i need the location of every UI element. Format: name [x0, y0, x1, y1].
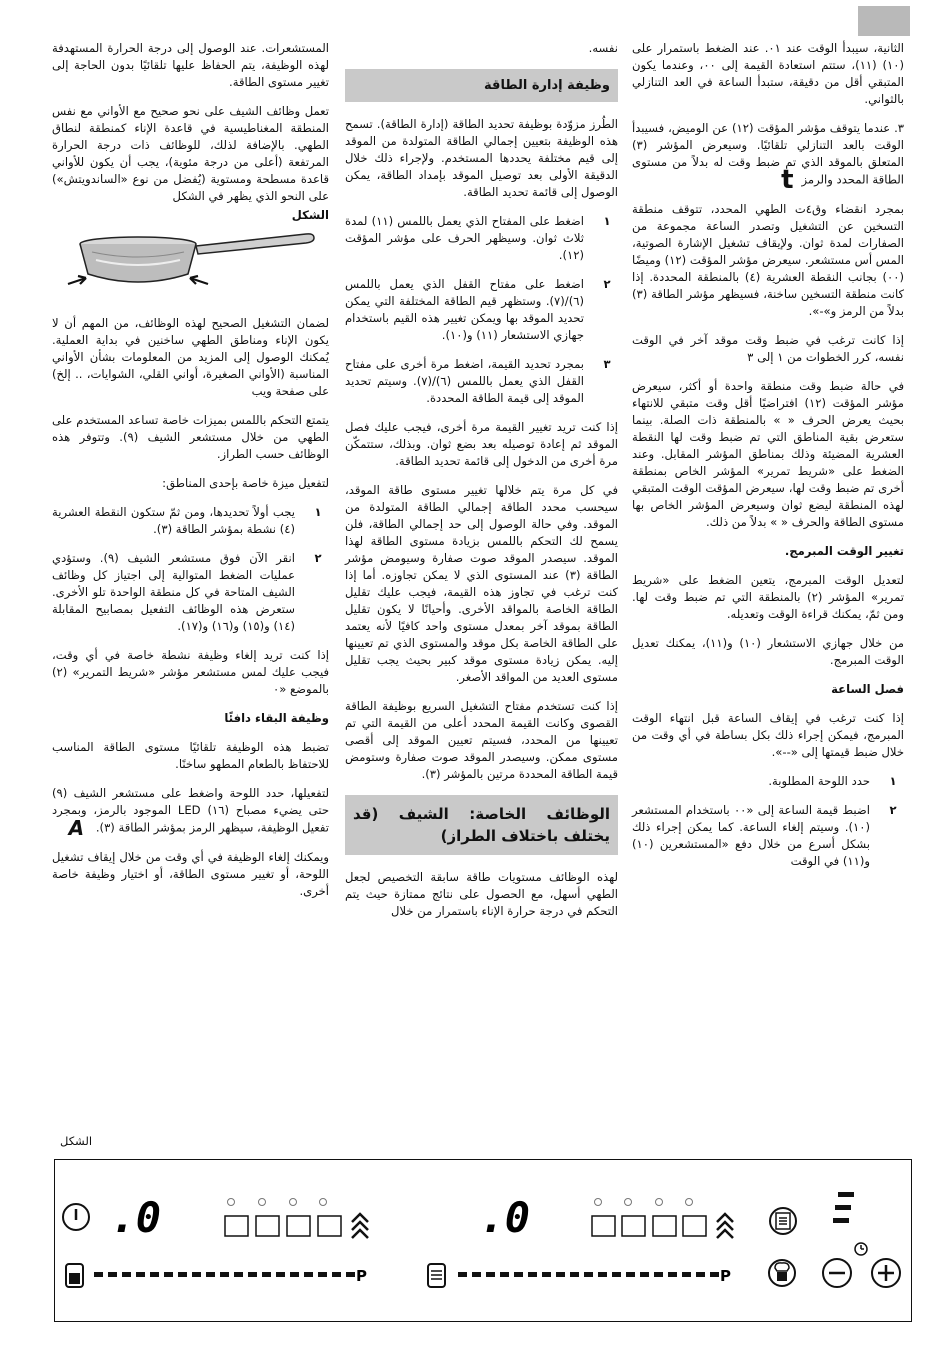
- clock-icon: [855, 1243, 867, 1255]
- lock-icon[interactable]: [770, 1208, 796, 1234]
- section-heading: تغيير الوقت المبرمج.: [784, 544, 904, 558]
- section-heading: فصل الساعة: [831, 682, 904, 696]
- paragraph: تضبط هذه الوظيفة تلقائيًا مستوى الطاقة المناسب للاحتفاظ بالطعام المطهو ساخنًا.: [52, 740, 329, 771]
- paragraph: بمجرد انقضاء وق٤ت الطهي المحدد، تتوقف منطقة التسخين عن التشغيل وتصدر الساعة مجموعة من الصفارات لمدة ثوان. ولإيقاف تشغيل الإشارة الصوتية، المس أس مستشعر. سيعرض مؤشر المؤقت (١٢) وميضًا (٠٠) بجانب النقطة العشرية (٤) بالمنطقة المحددة. إذا كانت منطقة التسخين ساخنة، فسيظهر مؤشر الطاقة (٣) بدلاً من الرمز و»-».: [632, 202, 905, 318]
- section-heading: وظيفة إدارة الطاقة: [345, 69, 618, 102]
- pan-icon: [56, 230, 326, 300]
- step-number: ١: [889, 774, 897, 788]
- step-number: ٣: [603, 357, 611, 371]
- step-text: اضغط على المفتاح الذي يعمل باللمس (١١) لمدة ثلاث ثوان. وسيظهر الحرف على مؤشر المؤقت (١٢).: [345, 214, 584, 262]
- paragraph: لتفعيلها، حدد اللوحة واضغط على مستشعر الشيف (٩) حتى يضيء مصباح (١٦) LED الموجود بالرمز، وبمجرد تفعيل الوظيفة، سيظهر الرمز بمؤشر الطاقة (٣). A: [52, 786, 329, 840]
- minus-icon[interactable]: [823, 1259, 851, 1287]
- paragraph: لضمان التشغيل الصحيح لهذه الوظائف، من المهم أن لا يكون الإناء ومناطق الطهي ساخنين في بداية العملية. يُمكنك الوصول إلى المزيد من المعلومات بشأن الأواني المناسبة (الأواني الصغيرة، أواني القلي، الشوايات، .. إلخ) على صفحة ويب: [52, 316, 329, 398]
- paragraph: لتعديل الوقت المبرمج، يتعين الضغط على «شريط تمرير» المؤشر (٢) بالمنطقة التي تم ضبط وقت لها. ومن ثمّ، يمكنك قراءة الوقت وتعديله.: [632, 573, 905, 621]
- column-middle: [345, 40, 618, 932]
- left-led-dots: [228, 1199, 327, 1206]
- chef-icon[interactable]: [769, 1260, 795, 1286]
- right-pause-letter: P: [720, 1267, 731, 1285]
- step-text: حدد اللوحة المطلوبة.: [768, 774, 870, 788]
- control-panel-diagram: [54, 1159, 912, 1322]
- paragraph: لهذه الوظائف مستويات طاقة سابقة التخصيص لجعل الطهي أسهل، مع الحصول على نتائج ممتازة حيث يتم التحكم في درجة حرارة الإناء باستمرار من خلال: [345, 870, 618, 918]
- step-number: ٢: [603, 277, 611, 291]
- step: [345, 276, 618, 344]
- keep-warm-symbol: A: [68, 816, 85, 840]
- paragraph: ويمكنك إلغاء الوظيفة في أي وقت من خلال إيقاف تشغيل اللوحة، أو تغيير مستوى الطاقة، أو اختيار وظيفة خاصة أخرى.: [52, 850, 329, 898]
- column-left: [52, 40, 329, 912]
- step: [632, 802, 904, 870]
- left-power-slider[interactable]: [94, 1272, 355, 1277]
- right-function-keys[interactable]: [592, 1216, 706, 1236]
- paragraph: إذا كنت ترغب في إيقاف الساعة قبل انتهاء الوقت المبرمج، فيمكن إجراء ذلك بكل بساطة في أي وقت من خلال ضبط قيمتها إلى «--».: [632, 711, 904, 759]
- step-number: ٢: [314, 551, 322, 565]
- timer-symbol: t: [781, 165, 794, 195]
- step: [52, 504, 329, 538]
- section-heading: وظيفة البقاء دافئًا: [224, 711, 329, 725]
- paragraph: من خلال جهازي الاستشعار (١٠) و(١١)، يمكنك تعديل الوقت المبرمج.: [632, 636, 904, 667]
- power-icon[interactable]: [63, 1204, 89, 1230]
- figure-label: الشكل: [60, 1134, 93, 1148]
- paragraph: إذا كنت تستخدم مفتاح التشغيل السريع بوظيفة الطاقة القصوى وكانت القيمة المحدد أعلى من القيمة التي تم تعيينها من المحدد، فسيتم تعيين الموقد إلى أقصى مستوى ممكن. وسيصدر الموقد صوت صفارة وستومض قيمة الطاقة المحددة مرتين بالمؤشر (٣).: [345, 699, 618, 781]
- paragraph: الثانية، سيبدأ الوقت عند ٠١. عند الضغط باستمرار على (١٠) (١١)، ستتم استعادة القيمة إلى ٠٠، وعندما يكون المتبقي أقل من دقيقة، ستبدأ الساعة في العد التنازلي بالثواني.: [632, 41, 904, 106]
- step: [52, 550, 329, 635]
- paragraph: يتمتع التحكم باللمس بميزات خاصة تساعد المستخدم على الطهي من خلال مستشعر الشيف (٩). وتتوفر هذه الوظائف حسب الطراز.: [52, 413, 329, 461]
- paragraph: لتفعيل ميزة خاصة بإحدى المناطق:: [162, 476, 329, 490]
- paragraph: في حالة ضبط وقت منطقة واحدة أو أكثر، سيعرض مؤشر المؤقت (١٢) افتراضيًا أقل وقت متبقي للانتهاء بحيث يعرض الحرف « » بالمنطقة ذات الصلة. بينما ستعرض بقية المناطق التي تم ضبط وقت لها النقطة العشرية المضيئة وذلك بمناطق المؤشر المقابل. وعند الضغط على «شريط تمرير» المؤشر الخاص بمنطقة أخرى تم ضبط وقت لها، سيعرض المؤقت الوقت المتبقي لهذه المنطقة ليضع ثوان وسيعرض المؤشر الخاص بها مستوى الطاقة والحرف « » بدلاً من ذلك.: [632, 379, 904, 529]
- paragraph: ٣. عندما يتوقف مؤشر المؤقت (١٢) عن الوميض، فسيبدأ الوقت بالعد التنازلي تلقائيًا. وسيعرض المؤشر (٣) المتعلق بالموقد الذي تم ضبط وقت له بدلاً من مستوى الطاقة المحدد والرمزt: [632, 121, 904, 195]
- left-function-keys[interactable]: [225, 1216, 341, 1236]
- right-boost-icon[interactable]: [717, 1214, 733, 1238]
- step-text: انقر الآن فوق مستشعر الشيف (٩). وستؤدي عمليات الضغط المتوالية إلى اجتياز كل وظائف الشيف المتاحة في كل منطقة الواحدة تلو الأخرى. ستعرض هذه الوظائف التفعيل بمصابيح المقابلة (١٤) و(١٥) و(١٦) و(١٧).: [52, 551, 295, 633]
- step-text: بمجرد تحديد القيمة، اضغط مرة أخرى على مفتاح القفل الذي يعمل باللمس (٦)/(٧). وسيتم تحديد الموقد إلى قيمة الطاقة المحددة.: [345, 357, 584, 405]
- step-number: ٢: [889, 803, 897, 817]
- step: [632, 773, 904, 790]
- step-text: اضبط قيمة الساعة إلى «٠٠ باستخدام المستشعر (١٠). وسيتم إلغاء الساعة. كما يمكن إجراء ذلك بشكل أسرع من خلال دفع «المستشعرين (١٠) و(١١) في الوقت: [632, 803, 870, 868]
- paragraph: نفسه.: [588, 41, 618, 55]
- paragraph: إذا كنت تريد تغيير القيمة مرة أخرى، فيجب عليك فصل الموقد ثم إعادة توصيله بعد بضع ثوان. وبذلك، ستتمكّن مرة أخرى من الدخول إلى قائمة تحديد الطاقة.: [345, 420, 618, 468]
- paragraph: إذا كنت تريد إلغاء وظيفة نشطة خاصة في أي وقت، فيجب عليك لمس مستشعر مؤشر «شريط التمرير» (٢) بالموضع «٠: [52, 648, 329, 696]
- timer-display: [833, 1192, 854, 1223]
- figure-caption: الشكل: [291, 208, 329, 222]
- paragraph: إذا كانت ترغب في ضبط وقت موقد آخر في الوقت نفسه، كرر الخطوات من ١ إلى ٣: [632, 333, 904, 364]
- step-number: ١: [603, 214, 611, 228]
- section-heading: الوظائف الخاصة: الشيف (قد يختلف باختلاف الطراز): [345, 795, 618, 855]
- right-led-dots: [595, 1199, 693, 1206]
- paragraph: الطُرز مزوّدة بوظيفة تحديد الطاقة (إدارة الطاقة). تسمح هذه الوظيفة بتعيين إجمالي الطاقة المتولدة من الموقد إلى قيم مختلفة يحددها المستخدم. ولإجراء ذلك خلال الدقيقة الأولى بعد توصيل الموقد بإمداد الطاقة، يمكن الوصول إلى قائمة تحديد الطاقة.: [345, 117, 618, 199]
- plus-icon[interactable]: [872, 1259, 900, 1287]
- right-power-slider[interactable]: [458, 1272, 719, 1277]
- step-text: يجب أولاً تحديدها، ومن ثمّ ستكون النقطة العشرية (٤) نشطة بمؤشر الطاقة (٣).: [52, 505, 295, 536]
- control-panel-svg: [55, 1160, 911, 1321]
- step-text: اضغط على مفتاح القفل الذي يعمل باللمس (٦)/(٧). وستظهر قيم الطاقة المختلفة التي يمكن تحديد الموقد بها ويمكن تغيير هذه القيم باستخدام جهازي الاستشعار (١١) و(١٠).: [345, 277, 584, 342]
- right-zone-display: 0.: [479, 1193, 530, 1242]
- left-boost-icon[interactable]: [352, 1214, 368, 1238]
- paragraph: في كل مرة يتم خلالها تغيير مستوى طاقة الموقد، سيحسب محدد الطاقة إجمالي الطاقة المتولدة من الموقد. وفي حالة الوصول إلى حد إجمالي الطاقة، فلن يسمح لك التحكم باللمس بزيادة مستوى الطاقة لهذا الموقد. سيصدر الموقد صوت صفارة وسيومض مؤشر الطاقة (٣) عند المستوى الذي لا يمكن تجاوزه. أما إذا كنت ترغب في تجاوز هذه القيمة، فيجب عليك تقليل الطاقة الخاصة بالمواقد الأخرى. وأحيانًا لا يكون تقليل الطاقة بموقد آخر بمعدل مستوى واحد كافيًا لأنه يعتمد على الطاقة الخاصة بكل موقد والمستوى الذي تم تعيينها إليه. يمكن زيادة مستوى موقد كبير بحيث يجب تقليل مستوى العديد من المواقد الأصغر.: [345, 483, 618, 684]
- step: [345, 356, 618, 407]
- pan-illustration: [52, 230, 329, 305]
- page-tab: [858, 6, 910, 36]
- step-number: ١: [314, 505, 322, 519]
- column-right: [632, 40, 904, 882]
- right-pot-icon: [428, 1264, 445, 1287]
- paragraph: المستشعرات. عند الوصول إلى درجة الحرارة المستهدفة لهذه الوظيفة، يتم الحفاظ عليها تلقائيًا بدون الحاجة إلى تغيير مستوى الطاقة.: [52, 41, 329, 89]
- left-pot-icon: [66, 1264, 83, 1287]
- left-pause-letter: P: [356, 1267, 367, 1285]
- left-zone-display: 0.: [110, 1193, 161, 1242]
- step: [345, 213, 618, 264]
- paragraph: تعمل وظائف الشيف على نحو صحيح مع الأواني مع نفس المنطقة المغناطيسية في قاعدة الإناء كمنطقة لنطاق الطهي. بالإضافة لذلك، للوظائف ذات درجة الحرارة المرتفعة (أعلى من درجة مئوية)، يجب أن يكون للأواني قاعدة مسطحة ومستوية (يُفضل من نوع «الساندويتش») على النحو الذي يظهر في الشكل: [52, 104, 329, 203]
